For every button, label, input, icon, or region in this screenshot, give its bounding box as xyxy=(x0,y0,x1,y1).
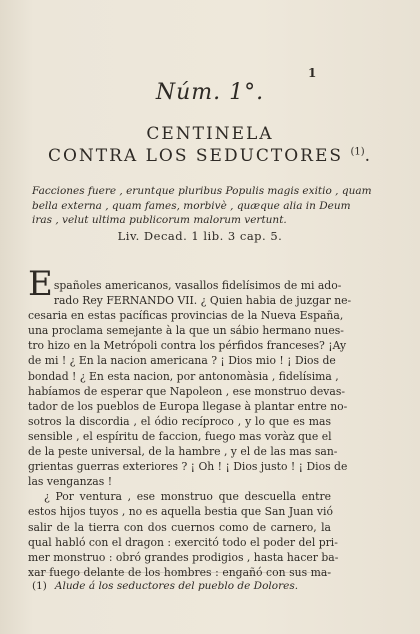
epigraph-citation: Liv. Decad. 1 lib. 3 cap. 5. xyxy=(117,229,283,243)
title-line-2-text: CONTRA LOS SEDUCTORES xyxy=(47,146,344,166)
body-line: grientas guerras exteriores ? ¡ Oh ! ¡ Dios justo ! ¡ Dios de xyxy=(28,460,348,474)
body-text xyxy=(28,264,352,580)
body-line: tro hizo en la Metrópoli contra los pérfidos franceses? ¡Ay xyxy=(28,339,347,353)
issue-number-heading: Núm. 1°. xyxy=(155,80,265,105)
body-line: ¿ Por ventura , ese monstruo que descuella entre xyxy=(44,490,331,504)
drop-cap-letter: E xyxy=(28,264,53,304)
body-line: cesaria en estas pacíficas provincias de la Nueva España, xyxy=(28,309,344,323)
epigraph-line: iras , velut ultima publicorum malorum vertunt. xyxy=(32,214,287,227)
title-line-2 xyxy=(0,146,420,166)
footnote-mark: (1) xyxy=(32,580,47,592)
body-line: habíamos de esperar que Napoleon , ese monstruo devas- xyxy=(28,384,346,398)
footnote-text: Alude á los seductores del pueblo de Dolores. xyxy=(54,580,299,592)
body-line: sotros la discordia , el ódio recíproco , y lo que es mas xyxy=(28,414,331,428)
latin-epigraph xyxy=(32,184,372,228)
body-line: tador de los pueblos de Europa llegase à plantar entre no- xyxy=(28,399,348,413)
epigraph-line: Facciones fuere , eruntque pluribus Populis magis exitio , quam xyxy=(32,185,372,197)
body-line: salir de la tierra con dos cuernos como de carnero, la xyxy=(28,520,331,534)
body-line: xar fuego delante de los hombres : engañó con sus ma- xyxy=(28,565,331,579)
body-line: estos hijos tuyos , no es aquella bestia que San Juan vió xyxy=(28,505,333,519)
footnote-divider xyxy=(28,572,331,573)
footnote xyxy=(32,580,332,592)
body-line: mer monstruo : obró grandes prodigios , hasta hacer ba- xyxy=(28,550,339,564)
body-line: spañoles americanos, vasallos fidelísimos de mi ado- xyxy=(53,279,342,292)
epigraph-line: bella externa , quam fames, morbivè , quæque alia in Deum xyxy=(32,199,351,212)
title-line-1: CENTINELA xyxy=(146,124,274,144)
body-line: una proclama semejante à la que un sábio hermano nues- xyxy=(28,324,344,338)
body-line: de la peste universal, de la hambre , y el de las mas san- xyxy=(28,445,338,459)
body-line: rado Rey FERNANDO VII. ¿ Quien habia de juzgar ne- xyxy=(53,294,352,308)
body-line: sensible , el espíritu de faccion, fuego mas voràz que el xyxy=(28,429,332,443)
body-line: bondad ! ¿ En esta nacion, por antonomàsia , fidelísima , xyxy=(28,369,339,383)
title-end: . xyxy=(364,146,373,166)
page-number: 1 xyxy=(308,66,317,80)
body-line: las venganzas ! xyxy=(28,475,113,489)
body-line: de mi ! ¿ En la nacion americana ? ¡ Dios mio ! ¡ Dios de xyxy=(28,354,336,368)
title-note-mark: (1) xyxy=(350,146,365,158)
body-line: qual habló con el dragon : exercitó todo el poder del pri- xyxy=(28,535,338,549)
